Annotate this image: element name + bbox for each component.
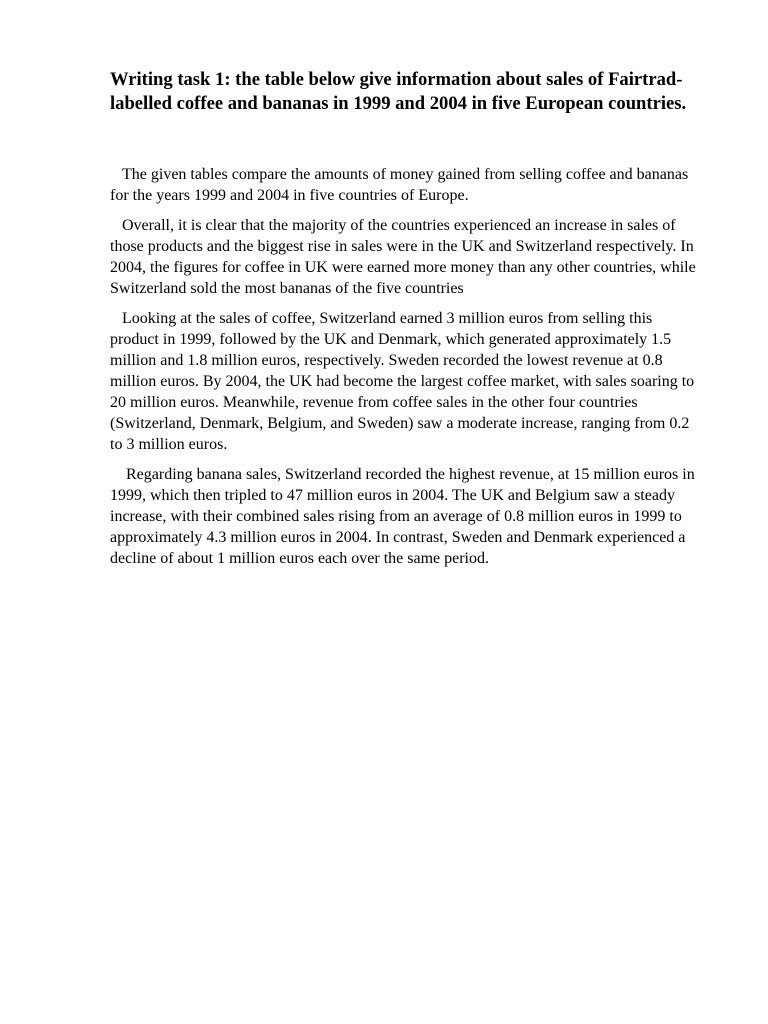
paragraph-bananas: Regarding banana sales, Switzerland recorded the highest revenue, at 15 million euros in 1999, which then tripled to 47 million euros in 2004. The UK and Belgium saw a steady increase, with their combined sales rising from an average of 0.8 million euros in 1999 to approximately 4.3 million euros in 2004. In contrast, Sweden and Denmark experienced a decline of about 1 million euros each over the same period. [110,466,699,567]
document-title: Writing task 1: the table below give information about sales of Fairtrad-labelled coffee and bananas in 1999 and 2004 in five European countries. [110,69,687,114]
paragraph-overview: Overall, it is clear that the majority of the countries experienced an increase in sales of those products and the biggest rise in sales were in the UK and Switzerland respectively. In 2004, the figures for coffee in UK were earned more money than any other countries, while Switzerland sold the most bananas of the five countries [110,217,700,297]
paragraph-coffee: Looking at the sales of coffee, Switzerland earned 3 million euros from selling this product in 1999, followed by the UK and Denmark, which generated approximately 1.5 million and 1.8 million euros, respectively. Sweden recorded the lowest revenue at 0.8 million euros. By 2004, the UK had become the largest coffee market, with sales soaring to 20 million euros. Meanwhile, revenue from coffee sales in the other four countries (Switzerland, Denmark, Belgium, and Sweden) saw a moderate increase, ranging from 0.2 to 3 million euros. [110,310,699,453]
paragraph-intro: The given tables compare the amounts of money gained from selling coffee and bananas for the years 1999 and 2004 in five countries of Europe. [110,166,693,204]
document-body [110,164,700,569]
document-page [110,68,700,578]
